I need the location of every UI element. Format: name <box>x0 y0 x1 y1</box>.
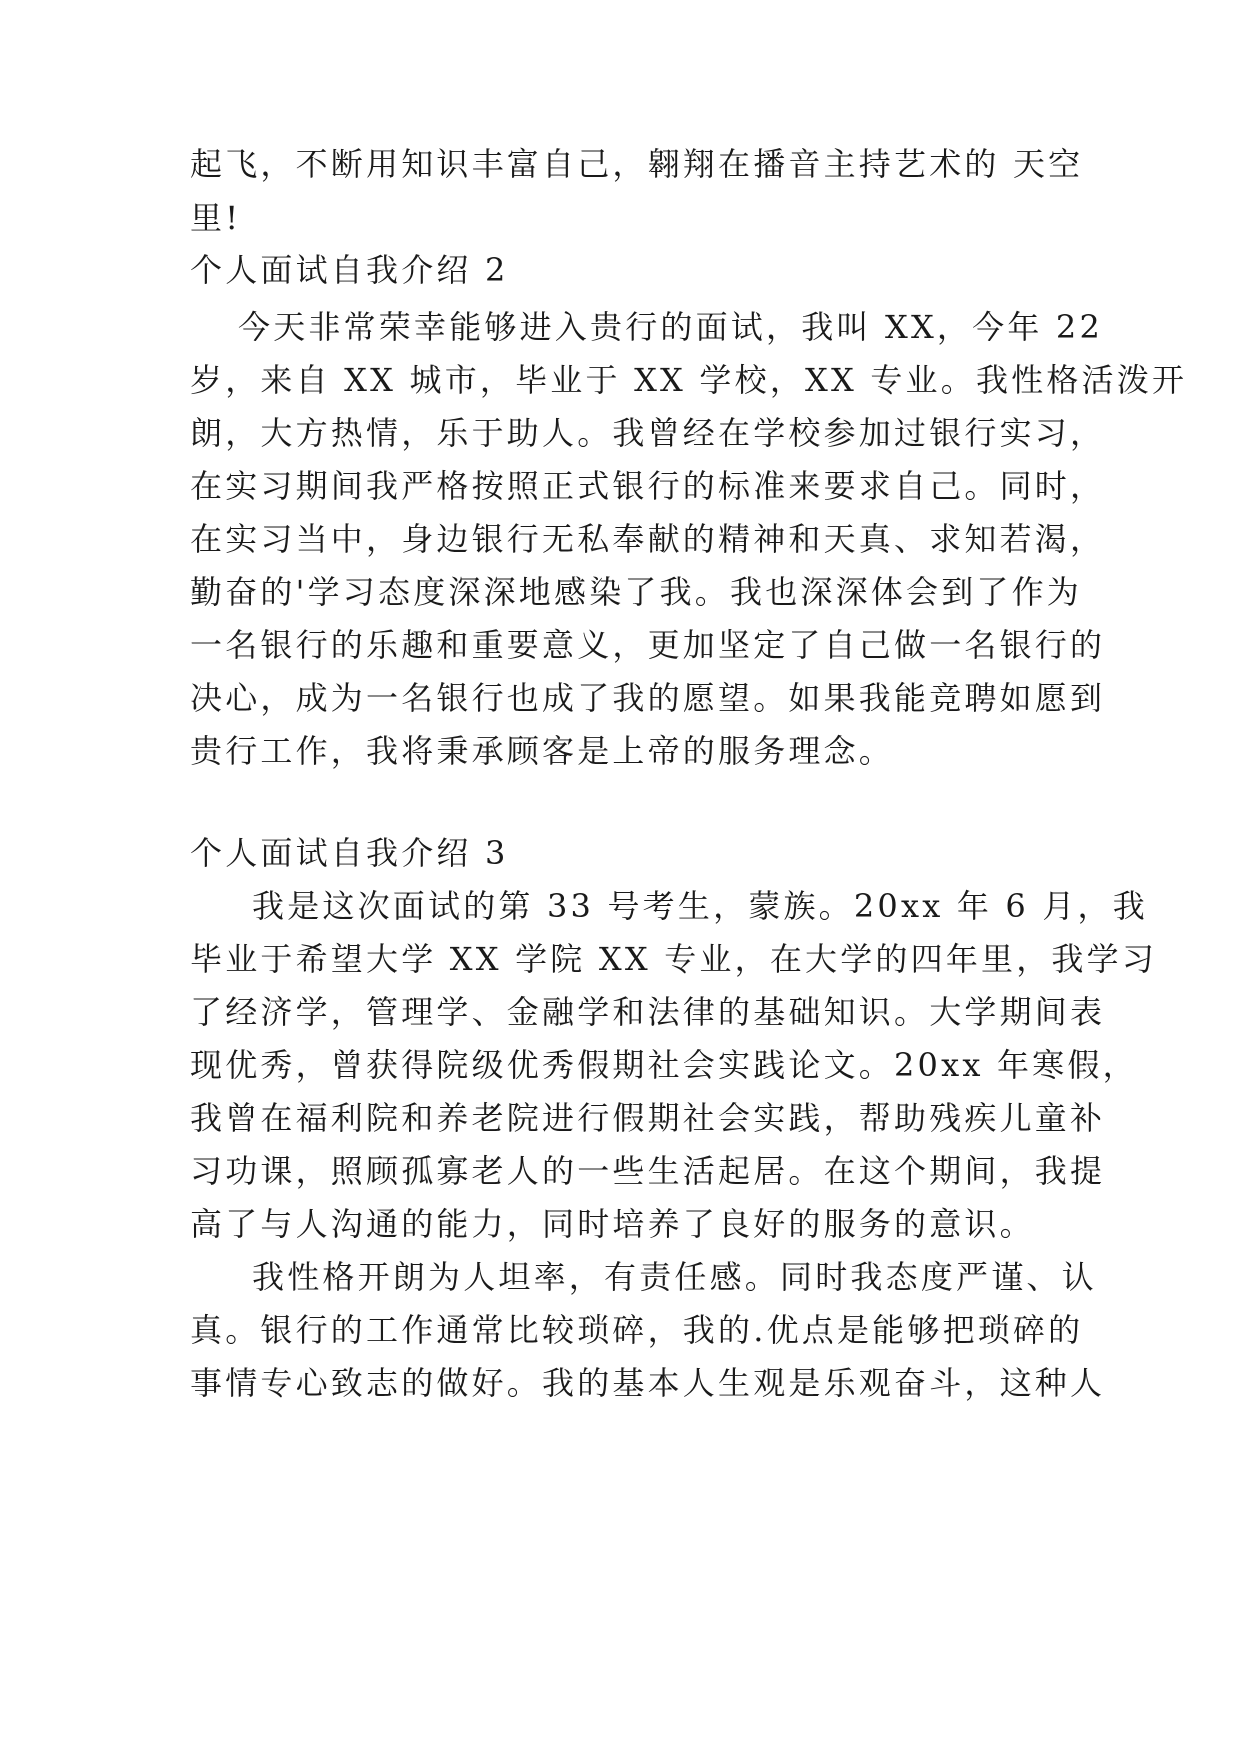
text-line: 了经济学，管理学、金融学和法律的基础知识。大学期间表 <box>190 993 1106 1031</box>
text-line: 岁，来自 XX 城市，毕业于 XX 学校，XX 专业。我性格活泼开 <box>190 361 1188 399</box>
text-line: 事情专心致志的做好。我的基本人生观是乐观奋斗，这种人 <box>190 1364 1106 1402</box>
section-title: 个人面试自我介绍 3 <box>190 834 509 872</box>
text-line: 我是这次面试的第 33 号考生，蒙族。20xx 年 6 月，我 <box>252 887 1148 925</box>
text-line: 我曾在福利院和养老院进行假期社会实践，帮助残疾儿童补 <box>190 1099 1106 1137</box>
text-line: 在实习当中，身边银行无私奉献的精神和天真、求知若渴， <box>190 520 1106 558</box>
text-line: 现优秀，曾获得院级优秀假期社会实践论文。20xx 年寒假， <box>190 1046 1138 1084</box>
text-line: 毕业于希望大学 XX 学院 XX 专业，在大学的四年里，我学习 <box>190 940 1158 978</box>
text-line: 在实习期间我严格按照正式银行的标准来要求自己。同时， <box>190 467 1106 505</box>
text-line: 高了与人沟通的能力，同时培养了良好的服务的意识。 <box>190 1205 1035 1243</box>
text-line: 贵行工作，我将秉承顾客是上帝的服务理念。 <box>190 732 895 770</box>
text-line: 今天非常荣幸能够进入贵行的面试，我叫 XX，今年 22 <box>238 308 1104 346</box>
text-line: 我性格开朗为人坦率，有责任感。同时我态度严谨、认 <box>252 1258 1097 1296</box>
text-line: 决心，成为一名银行也成了我的愿望。如果我能竞聘如愿到 <box>190 679 1106 717</box>
text-line: 里! <box>190 199 242 237</box>
text-line: 起飞，不断用知识丰富自己，翱翔在播音主持艺术的 天空 <box>190 145 1084 183</box>
text-line: 朗，大方热情，乐于助人。我曾经在学校参加过银行实习， <box>190 414 1106 452</box>
text-line: 勤奋的'学习态度深深地感染了我。我也深深体会到了作为 <box>190 573 1082 611</box>
text-line: 习功课，照顾孤寡老人的一些生活起居。在这个期间，我提 <box>190 1152 1106 1190</box>
text-line: 一名银行的乐趣和重要意义，更加坚定了自己做一名银行的 <box>190 626 1106 664</box>
section-title: 个人面试自我介绍 2 <box>190 251 509 289</box>
text-line: 真。银行的工作通常比较琐碎，我的.优点是能够把琐碎的 <box>190 1311 1084 1349</box>
